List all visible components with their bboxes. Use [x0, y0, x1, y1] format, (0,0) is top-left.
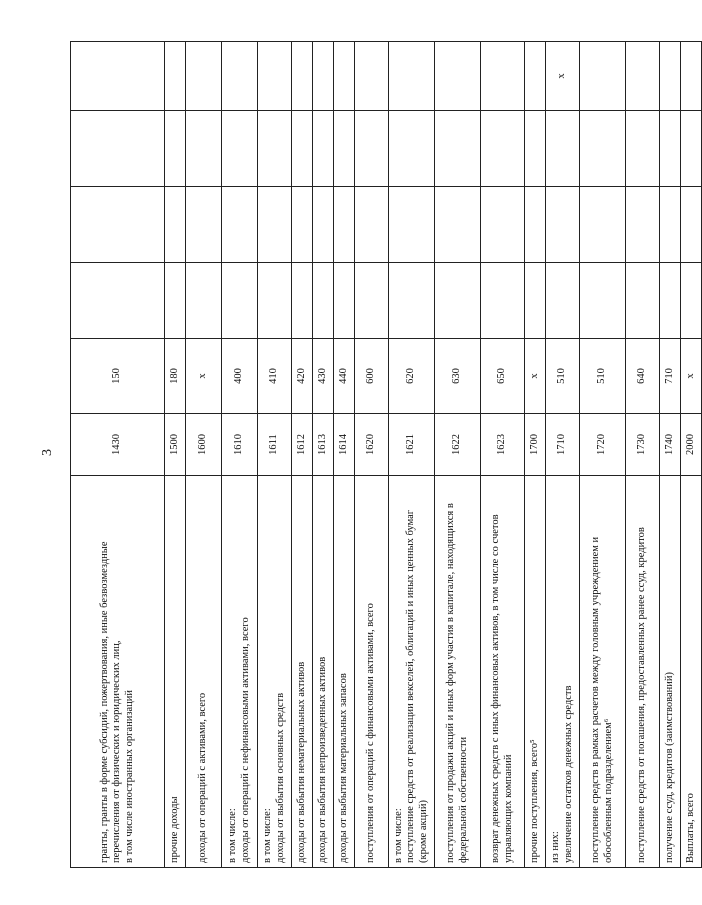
- row-mark-cell: [626, 42, 660, 111]
- empty-cell: [546, 263, 580, 339]
- empty-cell: [334, 263, 355, 339]
- row-kbk-cell: 410: [258, 339, 292, 414]
- empty-cell: [435, 187, 481, 263]
- row-name-cell: Выплаты, всего: [681, 476, 702, 868]
- finance-table: [70, 41, 702, 868]
- row-name-cell: поступление средств в рамках расчетов между головным учреждением и обособленным подразделением⁶: [580, 476, 626, 868]
- row-mark-cell: [292, 42, 313, 111]
- row-kbk-cell: 630: [435, 339, 481, 414]
- row-kbk-cell: 510: [580, 339, 626, 414]
- row-kbk-cell: 650: [481, 339, 525, 414]
- empty-cell: [165, 111, 186, 187]
- table-row: [546, 42, 580, 868]
- row-kbk-cell: x: [681, 339, 702, 414]
- row-mark-cell: [660, 42, 681, 111]
- row-mark-cell: [334, 42, 355, 111]
- table-row: [389, 42, 435, 868]
- row-kbk-cell: 510: [546, 339, 580, 414]
- empty-cell: [71, 263, 165, 339]
- empty-cell: [580, 263, 626, 339]
- row-code-cell: 1720: [580, 414, 626, 476]
- empty-cell: [258, 263, 292, 339]
- empty-cell: [71, 187, 165, 263]
- row-name-cell: возврат денежных средств с иных финансовых активов, в том числе со счетов управляющих компаний: [481, 476, 525, 868]
- empty-cell: [222, 111, 258, 187]
- row-kbk-cell: 620: [389, 339, 435, 414]
- empty-cell: [435, 263, 481, 339]
- row-code-cell: 1614: [334, 414, 355, 476]
- row-code-cell: 1430: [71, 414, 165, 476]
- row-mark-cell: [71, 42, 165, 111]
- row-name-cell: из них: увеличение остатков денежных средств: [546, 476, 580, 868]
- row-kbk-cell: x: [186, 339, 222, 414]
- rotated-page: [70, 42, 696, 868]
- empty-cell: [389, 263, 435, 339]
- empty-cell: [313, 263, 334, 339]
- empty-cell: [71, 111, 165, 187]
- empty-cell: [186, 111, 222, 187]
- table-row: [626, 42, 660, 868]
- table-row: [222, 42, 258, 868]
- row-code-cell: 2000: [681, 414, 702, 476]
- empty-cell: [355, 263, 389, 339]
- table-row: [525, 42, 546, 868]
- empty-cell: [525, 187, 546, 263]
- empty-cell: [222, 187, 258, 263]
- empty-cell: [580, 187, 626, 263]
- empty-cell: [481, 187, 525, 263]
- empty-cell: [525, 111, 546, 187]
- row-kbk-cell: 600: [355, 339, 389, 414]
- row-mark-cell: [165, 42, 186, 111]
- row-name-cell: поступление средств от погашения, предоставленных ранее ссуд, кредитов: [626, 476, 660, 868]
- empty-cell: [580, 111, 626, 187]
- empty-cell: [660, 187, 681, 263]
- empty-cell: [626, 263, 660, 339]
- row-name-cell: доходы от выбытия нематериальных активов: [292, 476, 313, 868]
- row-code-cell: 1710: [546, 414, 580, 476]
- empty-cell: [525, 263, 546, 339]
- empty-cell: [186, 187, 222, 263]
- row-kbk-cell: 400: [222, 339, 258, 414]
- row-mark-cell: [355, 42, 389, 111]
- row-kbk-cell: 150: [71, 339, 165, 414]
- row-mark-cell: [580, 42, 626, 111]
- row-kbk-cell: 430: [313, 339, 334, 414]
- row-mark-cell: [389, 42, 435, 111]
- empty-cell: [334, 187, 355, 263]
- empty-cell: [626, 111, 660, 187]
- empty-cell: [681, 111, 702, 187]
- table-row: [165, 42, 186, 868]
- row-name-cell: доходы от операций с активами, всего: [186, 476, 222, 868]
- row-code-cell: 1730: [626, 414, 660, 476]
- row-mark-cell: [481, 42, 525, 111]
- empty-cell: [681, 187, 702, 263]
- row-name-cell: поступления от операций с финансовыми активами, всего: [355, 476, 389, 868]
- row-mark-cell: [525, 42, 546, 111]
- empty-cell: [355, 111, 389, 187]
- empty-cell: [681, 263, 702, 339]
- row-mark-cell: [222, 42, 258, 111]
- row-name-cell: в том числе: доходы от выбытия основных средств: [258, 476, 292, 868]
- empty-cell: [313, 111, 334, 187]
- row-name-cell: гранты, гранты в форме субсидий, пожертвования, иные безвозмездные перечисления от физических и юридических лиц, в том числе иностранных организаций: [71, 476, 165, 868]
- table-row: [258, 42, 292, 868]
- empty-cell: [389, 111, 435, 187]
- row-name-cell: поступления от продажи акций и иных форм участия в капитале, находящихся в федеральной собственности: [435, 476, 481, 868]
- empty-cell: [435, 111, 481, 187]
- table-row: [71, 42, 165, 868]
- row-kbk-cell: 640: [626, 339, 660, 414]
- empty-cell: [292, 187, 313, 263]
- row-name-cell: доходы от выбытия непроизведенных активов: [313, 476, 334, 868]
- empty-cell: [313, 187, 334, 263]
- table-row: [355, 42, 389, 868]
- row-code-cell: 1613: [313, 414, 334, 476]
- row-mark-cell: [258, 42, 292, 111]
- table-row: [313, 42, 334, 868]
- row-name-cell: в том числе: доходы от операций с нефинансовыми активами, всего: [222, 476, 258, 868]
- empty-cell: [481, 111, 525, 187]
- empty-cell: [389, 187, 435, 263]
- table-row: [580, 42, 626, 868]
- table-row: [481, 42, 525, 868]
- row-code-cell: 1620: [355, 414, 389, 476]
- empty-cell: [355, 187, 389, 263]
- row-kbk-cell: 440: [334, 339, 355, 414]
- table-row: [292, 42, 313, 868]
- row-code-cell: 1622: [435, 414, 481, 476]
- table-row: [660, 42, 681, 868]
- empty-cell: [481, 263, 525, 339]
- row-kbk-cell: 420: [292, 339, 313, 414]
- empty-cell: [258, 111, 292, 187]
- empty-cell: [546, 187, 580, 263]
- empty-cell: [334, 111, 355, 187]
- row-code-cell: 1600: [186, 414, 222, 476]
- table-body: [71, 42, 702, 868]
- empty-cell: [660, 263, 681, 339]
- row-name-cell: доходы от выбытия материальных запасов: [334, 476, 355, 868]
- empty-cell: [660, 111, 681, 187]
- row-name-cell: прочие доходы: [165, 476, 186, 868]
- empty-cell: [258, 187, 292, 263]
- row-kbk-cell: 710: [660, 339, 681, 414]
- empty-cell: [292, 111, 313, 187]
- empty-cell: [222, 263, 258, 339]
- row-name-cell: получение ссуд, кредитов (заимствований): [660, 476, 681, 868]
- row-mark-cell: [681, 42, 702, 111]
- row-mark-cell: [435, 42, 481, 111]
- row-code-cell: 1500: [165, 414, 186, 476]
- row-mark-cell: x: [546, 42, 580, 111]
- row-code-cell: 1611: [258, 414, 292, 476]
- row-name-cell: прочие поступления, всего⁵: [525, 476, 546, 868]
- row-kbk-cell: x: [525, 339, 546, 414]
- row-code-cell: 1610: [222, 414, 258, 476]
- empty-cell: [292, 263, 313, 339]
- empty-cell: [165, 187, 186, 263]
- row-code-cell: 1700: [525, 414, 546, 476]
- row-code-cell: 1612: [292, 414, 313, 476]
- row-kbk-cell: 180: [165, 339, 186, 414]
- row-mark-cell: [313, 42, 334, 111]
- empty-cell: [626, 187, 660, 263]
- table-row: [334, 42, 355, 868]
- table-row: [681, 42, 702, 868]
- row-code-cell: 1623: [481, 414, 525, 476]
- row-mark-cell: [186, 42, 222, 111]
- row-name-cell: в том числе: поступление средств от реализации векселей, облигаций и иных ценных бумаг (кроме акций): [389, 476, 435, 868]
- page-number: 3: [40, 449, 55, 456]
- table-row: [435, 42, 481, 868]
- empty-cell: [546, 111, 580, 187]
- table-row: [186, 42, 222, 868]
- empty-cell: [186, 263, 222, 339]
- row-code-cell: 1740: [660, 414, 681, 476]
- row-code-cell: 1621: [389, 414, 435, 476]
- empty-cell: [165, 263, 186, 339]
